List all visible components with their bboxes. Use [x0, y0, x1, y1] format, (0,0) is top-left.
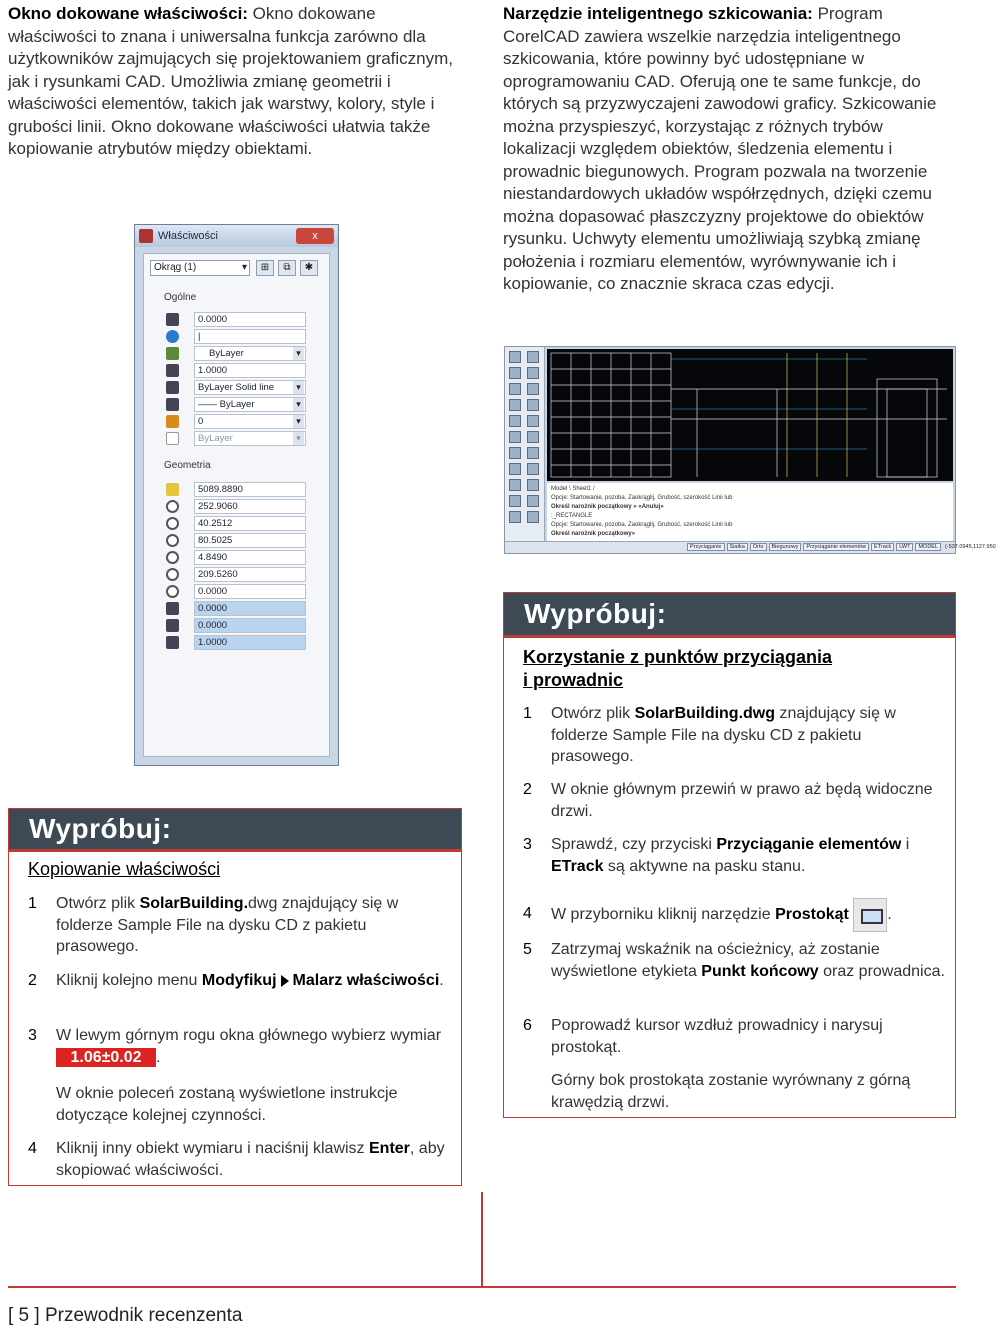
step-item	[523, 834, 946, 877]
prop-row[interactable]	[166, 635, 316, 650]
step-number: 3	[523, 836, 532, 853]
prop-row[interactable]	[166, 567, 316, 582]
step-text: .	[439, 972, 444, 989]
tool-icon[interactable]	[527, 495, 539, 507]
status-grid-button[interactable]: Siatka	[727, 543, 748, 551]
command-line: Określ narożnik początkowy » «Anuluj»	[551, 504, 664, 510]
normal-x-icon	[166, 602, 179, 615]
status-model-button[interactable]: MODEL	[915, 543, 941, 551]
prop-field[interactable]: 252.9060	[194, 499, 306, 514]
tool-icon[interactable]	[509, 463, 521, 475]
command-line: Określ narożnik początkowy»	[551, 531, 636, 537]
step-number: 2	[28, 972, 37, 989]
tool-icon[interactable]	[527, 351, 539, 363]
step-bold: Przyciąganie elementów	[716, 836, 902, 853]
command-line: Model \ Sheet1 /	[551, 486, 595, 492]
step-item	[28, 970, 451, 992]
step-number: 1	[523, 705, 532, 722]
quick-select-icon[interactable]: ⧉	[278, 260, 296, 276]
normal-z-icon	[166, 636, 179, 649]
prop-row[interactable]	[166, 431, 316, 446]
prop-field[interactable]: 0.0000	[194, 601, 306, 616]
circumference-icon	[166, 500, 179, 513]
step-text: są aktywne na pasku stanu.	[603, 857, 806, 875]
close-button[interactable]: x	[296, 228, 334, 244]
prop-field[interactable]: 40.2512	[194, 516, 306, 531]
intro-smart-sketch	[503, 3, 955, 296]
tryit-copy-subtitle: Kopiowanie właściwości	[28, 859, 221, 879]
intro-smart-sketch-body: Program CorelCAD zawiera wszelkie narzędzia inteligentnego szkicowania, które powinny być udostępniane w oprogramowaniu CAD. Oferują one te same funkcje, do których są przyzwyczajeni zawodowi graficy. Szkicowanie można przyspieszyć, korzystając z różnych trybów lokalizacji względem obiektów, śledzenia elementu i prowadnic biegunowych. Program pozwala na tworzenie niestandardowych układów współrzędnych, dzięki czemu można dopasować płaszczyzny projektowe do obiektów rysunku. Uchwyty elementu umożliwiają szybką zmianę położenia i rozmiaru elementów, wyrównywanie ich i kopiowanie, co znacznie skraca czas edycji.	[503, 4, 937, 293]
properties-window-screenshot	[134, 224, 339, 766]
prop-field[interactable]: 1.0000	[194, 363, 306, 378]
drawing-canvas[interactable]	[547, 349, 953, 481]
step-text: znajdujący się w folderze Sample File na dysku CD z pakietu prasowego.	[551, 705, 896, 765]
color-icon	[166, 330, 179, 343]
prop-row[interactable]	[166, 397, 316, 412]
prop-row[interactable]	[166, 584, 316, 599]
step-text: W przyborniku kliknij narzędzie	[551, 906, 776, 924]
properties-panel	[143, 253, 330, 757]
page-footer: [ 5 ] Przewodnik recenzenta	[8, 1305, 243, 1326]
tool-icon[interactable]	[527, 447, 539, 459]
prop-field[interactable]: 0.0000	[194, 584, 306, 599]
tool-icon[interactable]	[509, 415, 521, 427]
radius-icon	[166, 517, 179, 530]
prop-field[interactable]: 80.5025	[194, 533, 306, 548]
transparency-icon	[166, 415, 179, 428]
building-drawing	[547, 349, 955, 481]
scale-icon	[166, 364, 179, 377]
tool-icon[interactable]	[509, 495, 521, 507]
step-item	[28, 1025, 451, 1068]
linetype-icon	[166, 381, 179, 394]
step-number: 6	[523, 1017, 532, 1034]
step-text: Kliknij inny obiekt wymiaru i naciśnij klawisz	[56, 1140, 369, 1157]
step-bold: SolarBuilding.dwg	[634, 705, 776, 722]
prop-row[interactable]	[166, 550, 316, 565]
step-text: W oknie poleceń zostaną wyświetlone instrukcje dotyczące kolejnej czynności.	[56, 1085, 398, 1124]
status-coordinates: (-537.0945,1127.950	[945, 544, 996, 550]
plotstyle-icon	[166, 432, 179, 445]
step-bold: Enter	[369, 1140, 410, 1157]
prop-field[interactable]: 209.5260	[194, 567, 306, 582]
rectangle-tool-icon	[853, 898, 887, 932]
prop-field[interactable]: 0.0000	[194, 312, 306, 327]
entity-selector[interactable]: Okrąg (1) ▾	[150, 260, 250, 276]
prop-row[interactable]	[166, 346, 316, 361]
tool-icon[interactable]	[527, 383, 539, 395]
step-note	[56, 1083, 451, 1126]
step-number: 2	[523, 781, 532, 798]
prop-field[interactable]: —— ByLayer ▾	[194, 397, 306, 412]
dimension-sample-image: 1.06±0.02	[56, 1048, 156, 1067]
step-number: 5	[523, 941, 532, 958]
step-text: Górny bok prostokąta zostanie wyrównany z górną krawędzią drzwi.	[551, 1072, 911, 1111]
step-bold: Malarz właściwości	[292, 972, 440, 989]
tool-icon[interactable]	[509, 367, 521, 379]
step-number: 4	[28, 1140, 37, 1157]
section-general: Ogólne	[164, 292, 197, 303]
prop-field[interactable]: 0.0000	[194, 618, 306, 633]
command-line: Opcje: Startowanie, pozoba, Zaokrąglij, Grubość, szerokość Linii lub	[551, 522, 733, 528]
tool-icon[interactable]	[527, 415, 539, 427]
id-icon	[166, 313, 179, 326]
center-y-icon	[166, 568, 179, 581]
layer-icon	[166, 347, 179, 360]
prop-row[interactable]	[166, 482, 316, 497]
step-note	[551, 1070, 946, 1113]
step-text: W oknie głównym przewiń w prawo aż będą widoczne drzwi.	[551, 781, 933, 820]
step-text: Kliknij kolejno menu	[56, 972, 202, 989]
prop-row[interactable]	[166, 363, 316, 378]
tool-icon[interactable]	[527, 479, 539, 491]
step-item	[28, 1138, 451, 1181]
step-item	[523, 779, 946, 822]
area-icon	[166, 483, 179, 496]
status-lwt-button[interactable]: LWT	[896, 543, 913, 551]
prop-row[interactable]	[166, 380, 316, 395]
step-text: W lewym górnym rogu okna głównego wybierz wymiar	[56, 1027, 442, 1044]
step-text: i	[901, 836, 910, 853]
step-text: Otwórz plik	[56, 895, 140, 912]
step-text: , aby skopiować właściwości.	[56, 1140, 445, 1179]
tryit-snapping-box	[503, 592, 956, 1118]
intro-properties	[8, 3, 468, 161]
status-snap-button[interactable]: Przyciąganie	[687, 543, 725, 551]
step-text: oraz prowadnica.	[818, 962, 945, 980]
prop-field[interactable]: ByLayer ▾	[194, 346, 306, 361]
corelcad-screenshot	[504, 346, 996, 554]
prop-field[interactable]: |	[194, 329, 306, 344]
section-geometry: Geometria	[164, 460, 211, 471]
step-item	[523, 1015, 946, 1058]
tool-icon[interactable]	[527, 431, 539, 443]
step-bold: ETrack	[551, 857, 604, 875]
command-window[interactable]	[547, 483, 953, 541]
prop-row[interactable]	[166, 312, 316, 327]
select-objects-icon[interactable]: ⊞	[256, 260, 274, 276]
tryit-copy-properties-box	[8, 808, 462, 1186]
prop-row[interactable]	[166, 414, 316, 429]
step-bold: Prostokąt	[775, 906, 849, 924]
step-item	[523, 703, 946, 768]
tool-icon[interactable]	[509, 511, 521, 523]
app-icon	[139, 229, 153, 243]
tool-icon[interactable]	[509, 431, 521, 443]
step-item	[523, 939, 946, 982]
footer-divider-vertical	[481, 1192, 483, 1288]
intro-properties-body: Okno dokowane właściwości to znana i uniwersalna funkcja zarówno dla użytkowników zajmujących się projektowaniem graficznym, jak i rysunkami CAD. Umożliwia zmianę geometrii i właściwości elementów, takich jak warstwy, kolory, style i grubości linii. Okno dokowane właściwości ułatwia także kopiowanie atrybutów między obiektami.	[8, 4, 453, 158]
prop-field[interactable]: 4.8490	[194, 550, 306, 565]
prop-field[interactable]: 1.0000	[194, 635, 306, 650]
menu-arrow-icon	[281, 975, 289, 987]
toggle-pickadd-icon[interactable]: ✱	[300, 260, 318, 276]
tool-icon[interactable]	[509, 383, 521, 395]
diameter-icon	[166, 534, 179, 547]
step-text: dwg znajdujący się w folderze Sample File na dysku CD z pakietu prasowego.	[56, 895, 399, 955]
step-number: 3	[28, 1027, 37, 1044]
prop-row[interactable]	[166, 499, 316, 514]
center-x-icon	[166, 551, 179, 564]
prop-field[interactable]: ByLayer Solid line ▾	[194, 380, 306, 395]
tool-icon[interactable]	[527, 463, 539, 475]
intro-properties-heading: Okno dokowane właściwości:	[8, 4, 248, 23]
command-line: Opcje: Startowanie, pozoba, Zaokrąglij, Grubość, szerokość Linii lub	[551, 495, 733, 501]
step-text: Poprowadź kursor wzdłuż prowadnicy i narysuj prostokąt.	[551, 1017, 883, 1056]
prop-field[interactable]: ByLayer ▾	[194, 431, 306, 446]
tool-icon[interactable]	[509, 479, 521, 491]
tryit-snapping-header: Wypróbuj:	[504, 593, 955, 638]
toolbox	[505, 347, 545, 541]
tool-icon[interactable]	[509, 447, 521, 459]
tryit-copy-header: Wypróbuj:	[9, 809, 461, 852]
step-text: .	[887, 906, 892, 924]
subtitle-line-1: Korzystanie z punktów przyciągania	[523, 647, 833, 667]
prop-field[interactable]: 5089.8890	[194, 482, 306, 497]
step-item	[28, 893, 451, 958]
prop-row[interactable]	[166, 533, 316, 548]
status-ortho-button[interactable]: Orto	[750, 543, 767, 551]
step-bold: Modyfikuj	[201, 972, 277, 989]
subtitle-line-2: i prowadnic	[523, 670, 624, 690]
status-etrack-button[interactable]: ETrack	[871, 543, 894, 551]
step-text: .	[156, 1048, 161, 1066]
step-number: 1	[28, 895, 37, 912]
step-item	[523, 898, 946, 932]
step-text: Otwórz plik	[551, 705, 635, 722]
footer-divider-horizontal	[8, 1286, 956, 1288]
tool-icon[interactable]	[509, 351, 521, 363]
lineweight-icon	[166, 398, 179, 411]
step-text: Sprawdź, czy przyciski	[551, 836, 717, 853]
step-number: 4	[523, 905, 532, 922]
tryit-snapping-subtitle	[523, 646, 832, 692]
tool-icon[interactable]	[527, 399, 539, 411]
tool-icon[interactable]	[527, 511, 539, 523]
properties-titlebar	[135, 225, 338, 247]
status-polar-button[interactable]: Biegunowy	[769, 543, 802, 551]
prop-row[interactable]	[166, 516, 316, 531]
normal-y-icon	[166, 619, 179, 632]
prop-row[interactable]	[166, 618, 316, 633]
center-z-icon	[166, 585, 179, 598]
step-bold: Punkt końcowy	[701, 962, 819, 980]
tool-icon[interactable]	[509, 399, 521, 411]
intro-smart-sketch-heading: Narzędzie inteligentnego szkicowania:	[503, 4, 813, 23]
prop-row[interactable]	[166, 329, 316, 344]
prop-field[interactable]: 0 ▾	[194, 414, 306, 429]
status-esnap-button[interactable]: Przyciąganie elementów	[803, 543, 869, 551]
properties-title: Właściwości	[158, 230, 218, 242]
step-bold: SolarBuilding.	[139, 895, 249, 912]
step-text: Zatrzymaj wskaźnik na ościeżnicy, aż zostanie wyświetlone etykieta	[551, 941, 880, 980]
status-bar	[505, 541, 996, 553]
prop-row[interactable]	[166, 601, 316, 616]
command-line: :_RECTANGLE	[551, 513, 593, 519]
tool-icon[interactable]	[527, 367, 539, 379]
